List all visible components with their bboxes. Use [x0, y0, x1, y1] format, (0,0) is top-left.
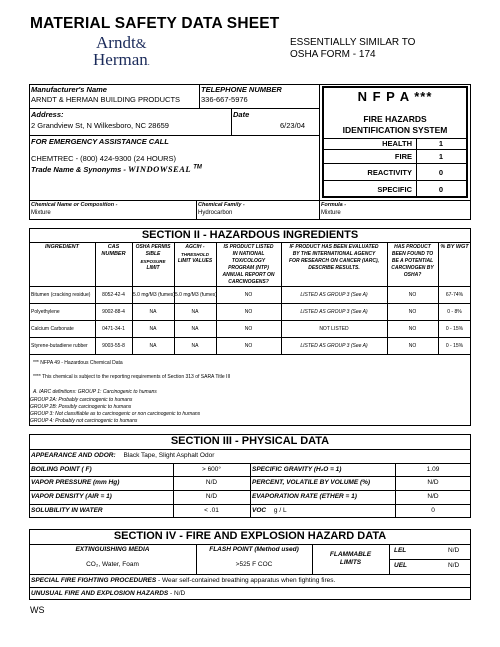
unusual-hazards-value: - N/D	[168, 590, 186, 597]
address-label: Address:	[31, 110, 64, 119]
unusual-hazards-row	[31, 590, 185, 597]
date-label: Date	[233, 110, 250, 119]
chem-name-label: Chemical Name or Composition -	[31, 202, 118, 208]
vapor-pressure-value: N/D	[205, 479, 218, 486]
nfpa-subtitle-line1: FIRE HAZARDS	[363, 114, 427, 124]
specific-gravity-label: SPECIFIC GRAVITY (H₂O = 1)	[252, 466, 342, 473]
col-ntp-line2: IN NATIONAL	[232, 251, 265, 257]
vapor-density-label: VAPOR DENSITY (AIR = 1)	[31, 493, 112, 500]
row2-osha: NA	[149, 309, 157, 315]
col-iarc-line3: FOR RESEARCH ON CANCER (IARC),	[289, 258, 379, 264]
row1-ntp: NO	[244, 292, 253, 298]
row4-wgt: 0 - 15%	[445, 343, 464, 349]
col-acgih-line2: THRESHOLD	[181, 252, 209, 257]
row3-wgt: 0 - 15%	[445, 326, 464, 332]
vapor-density-value: N/D	[205, 493, 218, 500]
voc-row	[252, 507, 287, 514]
note-iarc-group2a: GROUP 2A: Probably carcinogenic to humans	[30, 397, 133, 403]
percent-volatile-value: N/D	[427, 479, 439, 486]
nfpa-subtitle-line2: IDENTIFICATION SYSTEM	[342, 125, 448, 135]
col-osha-line2: SIBLE	[145, 251, 161, 257]
address-value: 2 Grandview St, N Wilkesboro, NC 28659	[31, 121, 169, 130]
col-iarc-line1: IF PRODUCT HAS BEEN EVALUATED	[289, 244, 379, 250]
osha-similar-note	[290, 37, 415, 61]
col-osha-line3: EXPOSURE	[140, 259, 166, 264]
voc-unit: g / L	[273, 507, 287, 514]
nfpa-fire-label: FIRE	[394, 152, 412, 161]
row4-ingredient: Styrene-butadiene rubber	[31, 343, 88, 349]
section-2-title: SECTION II - HAZARDOUS INGREDIENTS	[141, 229, 359, 241]
nfpa-reactivity-label: REACTIVITY	[367, 168, 412, 177]
date-value: 6/23/04	[280, 121, 306, 130]
col-iarc-line2: BY THE INTERNATIONAL AGENCY	[292, 251, 376, 257]
nfpa-reactivity-value: 0	[438, 168, 444, 177]
manufacturer-label: Manufacturer's Name	[31, 85, 107, 94]
col-osha-line4: LIMIT	[146, 265, 160, 271]
trade-value: WINDOWSEAL	[127, 164, 192, 174]
formula-value: Mixture	[321, 210, 341, 216]
row3-ntp: NO	[244, 326, 253, 332]
formula-label: Formula -	[321, 202, 347, 208]
unusual-hazards-label: UNUSUAL FIRE AND EXPLOSION HAZARDS	[31, 590, 169, 597]
nfpa-title: N F P A ***	[357, 89, 433, 104]
col-acgih-line1: AGCIH -	[185, 244, 205, 250]
row3-osha-carcinogen: NO	[408, 326, 417, 332]
row3-acgih: NA	[191, 326, 199, 332]
col-ntp-line1: IS PRODUCT LISTED	[223, 244, 274, 250]
manufacturer-value: ARNDT & HERMAN BUILDING PRODUCTS	[31, 95, 181, 104]
special-procedures-label: SPECIAL FIRE FIGHTING PROCEDURES	[31, 577, 157, 584]
col-ntp-line4: PROGRAM (NTP)	[228, 265, 269, 271]
nfpa-specific-value: 0	[438, 185, 444, 194]
col-osha-carcinogen	[387, 244, 438, 279]
nfpa-health-value: 1	[438, 139, 444, 148]
row1-osha: 5.0 mg/M3 (fumes)	[133, 292, 175, 298]
flammable-label-line2: LIMITS	[339, 559, 362, 566]
flammable-label-line1: FLAMMABLE	[329, 551, 372, 558]
row1-acgih: 5.0 mg/M3 (fumes)	[175, 292, 217, 298]
specific-gravity-value: 1.09	[426, 466, 440, 473]
row2-cas: 9002-88-4	[102, 309, 125, 315]
trade-name	[31, 164, 202, 174]
row1-iarc: LISTED AS GROUP 3 (See A)	[300, 292, 368, 298]
row4-osha: NA	[149, 343, 157, 349]
voc-value: 0	[431, 507, 435, 514]
row2-acgih: NA	[191, 309, 199, 315]
col-ntp	[216, 244, 281, 286]
emergency-label: FOR EMERGENCY ASSISTANCE CALL	[31, 137, 169, 146]
row4-ntp: NO	[244, 343, 253, 349]
col-wgt: % BY WGT	[440, 244, 469, 250]
document-title: MATERIAL SAFETY DATA SHEET	[30, 15, 280, 32]
note-iarc-group1: A. IARC definitions: GROUP 1: Carcinogenic to humans	[33, 389, 157, 395]
col-iarc	[281, 244, 387, 272]
section-3-title: SECTION III - PHYSICAL DATA	[170, 435, 330, 447]
row2-ingredient: Polyethylene	[31, 309, 60, 315]
flash-point-label: FLASH POINT (Method used)	[209, 546, 299, 553]
chem-family-label: Chemical Family -	[198, 202, 245, 208]
row3-osha: NA	[149, 326, 157, 332]
row3-ingredient: Calcium Carbonate	[31, 326, 74, 332]
note-nfpa: *** NFPA 49 - Hazardous Chemical Data	[33, 360, 123, 366]
trade-tm: TM	[193, 164, 202, 171]
col-osha-pel	[132, 244, 174, 272]
row1-wgt: 67-74%	[445, 292, 464, 298]
col-cas	[95, 244, 132, 258]
col-osha-line1: OSHA PERMIS	[135, 244, 171, 250]
col-ntp-line5: ANNUAL REPORT ON	[222, 272, 275, 278]
row2-wgt: 0 - 8%	[447, 309, 462, 315]
col-ntp-line6: CARCINOGENS?	[228, 279, 269, 285]
row3-cas: 0471-34-1	[102, 326, 125, 332]
logo-ampersand: &	[135, 37, 147, 52]
row3-iarc: NOT LISTED	[319, 326, 349, 332]
logo-line1: Arndt	[96, 33, 136, 52]
col-oshac-line2: BEEN FOUND TO	[391, 251, 434, 257]
col-cas-line1: CAS	[107, 244, 120, 250]
col-acgih	[174, 244, 216, 265]
row4-acgih: NA	[191, 343, 199, 349]
uel-value: N/D	[448, 562, 460, 569]
row4-osha-carcinogen: NO	[408, 343, 417, 349]
col-ingredient: INGREDIENT	[45, 244, 79, 250]
appearance-row	[31, 452, 214, 459]
nfpa-specific-label: SPECIFIC	[377, 185, 412, 194]
col-ntp-line3: TOXICOLOGY	[231, 258, 266, 264]
solubility-value: < .01	[204, 507, 219, 514]
logo-line2: Herman	[93, 50, 148, 69]
voc-label: VOC	[252, 507, 267, 514]
osha-similar-line1: ESSENTIALLY SIMILAR TO	[290, 37, 416, 48]
phone-label: TELEPHONE NUMBER	[201, 85, 282, 94]
col-oshac-line4: CARCINOGEN BY	[391, 265, 434, 271]
special-procedures-value: - Wear self-contained breathing apparatus when fighting fires.	[156, 577, 336, 584]
note-iarc-group4: GROUP 4: Probably not carcinogenic to humans	[30, 418, 138, 424]
evaporation-rate-label: EVAPORATION RATE (ETHER = 1)	[252, 493, 357, 500]
trade-label: Trade Name & Synonyms -	[31, 165, 128, 174]
note-sara: **** This chemical is subject to the reporting requirements of Section 313 of SARA Title III	[33, 374, 231, 380]
extinguishing-media-label: EXTINGUISHING MEDIA	[75, 546, 150, 553]
osha-similar-line2: OSHA FORM - 174	[290, 49, 376, 60]
chem-family-value: Hydrocarbon	[198, 210, 233, 216]
nfpa-fire-value: 1	[438, 152, 444, 161]
nfpa-subtitle	[322, 114, 468, 136]
row2-osha-carcinogen: NO	[408, 309, 417, 315]
note-iarc-group2b: GROUP 2B: Possibly carcinogenic to humans	[30, 404, 132, 410]
percent-volatile-label: PERCENT, VOLATILE BY VOLUME (%)	[252, 479, 371, 486]
footer-initials: WS	[30, 605, 45, 615]
section-4-title: SECTION IV - FIRE AND EXPLOSION HAZARD DATA	[113, 530, 387, 542]
solubility-label: SOLUBILITY IN WATER	[31, 507, 103, 514]
row2-ntp: NO	[244, 309, 253, 315]
logo-mark: .	[147, 58, 150, 67]
row4-cas: 9003-55-8	[102, 343, 125, 349]
appearance-label: APPEARANCE AND ODOR:	[31, 452, 116, 459]
phone-value: 336-667-5976	[201, 95, 248, 104]
vapor-pressure-label: VAPOR PRESSURE (mm Hg)	[31, 479, 120, 486]
chem-name-value: Mixture	[31, 210, 51, 216]
col-oshac-line1: HAS PRODUCT	[394, 244, 431, 250]
row2-iarc: LISTED AS GROUP 3 (See A)	[300, 309, 368, 315]
company-logo	[93, 33, 150, 70]
row1-cas: 8052-42-4	[102, 292, 125, 298]
evaporation-rate-value: N/D	[427, 493, 439, 500]
nfpa-health-label: HEALTH	[382, 139, 412, 148]
special-procedures-row	[31, 577, 335, 584]
appearance-value: Black Tape, Slight Asphalt Odor	[123, 452, 215, 459]
boiling-point-value: > 600°	[201, 466, 222, 473]
row1-ingredient: Bitumen (cracking residue)	[31, 292, 91, 298]
col-oshac-line3: BE A POTENTIAL	[391, 258, 434, 264]
col-acgih-line3: LIMIT VALUES	[177, 258, 213, 264]
note-iarc-group3: GROUP 3: Not classifiable as to carcinogenic or non carcinogenic to humans	[30, 411, 201, 417]
col-iarc-line4: DESCRIBE RESULTS.	[308, 265, 360, 271]
col-cas-line2: NUMBER	[101, 251, 126, 257]
boiling-point-label: BOILING POINT ( F)	[31, 466, 92, 473]
flammable-limits-label	[312, 551, 389, 567]
extinguishing-media-value: CO₂, Water, Foam	[86, 561, 139, 568]
lel-label: LEL	[394, 547, 407, 554]
emergency-value: CHEMTREC - (800) 424-9300 (24 HOURS)	[31, 154, 177, 163]
uel-label: UEL	[394, 562, 407, 569]
col-oshac-line5: OSHA?	[403, 272, 422, 278]
lel-value: N/D	[448, 547, 460, 554]
row4-iarc: LISTED AS GROUP 3 (See A)	[300, 343, 368, 349]
row1-osha-carcinogen: NO	[408, 292, 417, 298]
flash-point-value: >525 F COC	[235, 561, 273, 568]
